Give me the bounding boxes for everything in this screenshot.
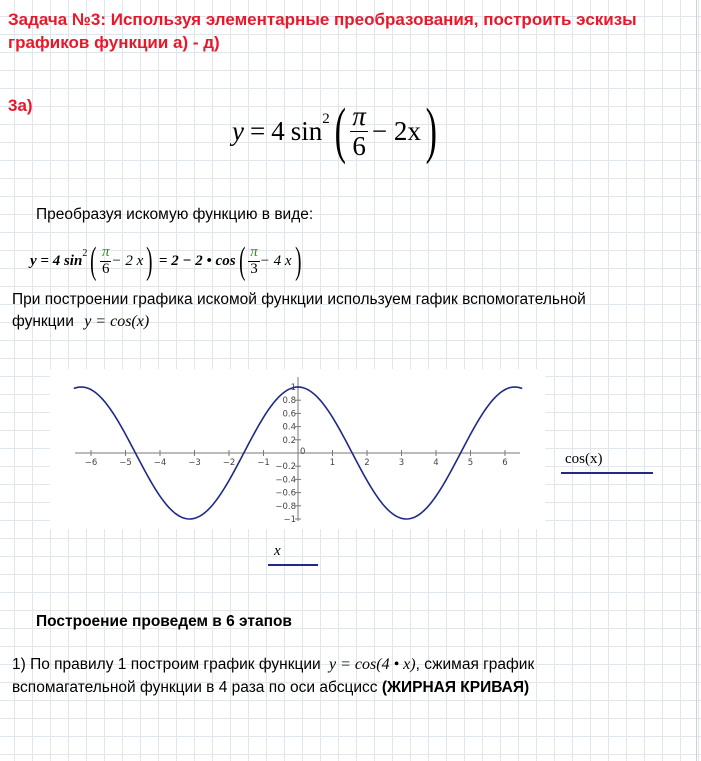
formula-y: y <box>232 115 244 146</box>
y-tick-label: 0.8 <box>282 396 296 407</box>
y-tick-label: −0.6 <box>275 488 296 499</box>
tf-power: 2 <box>82 247 88 259</box>
x-tick-label: 4 <box>433 458 439 468</box>
formula-eq: = <box>249 115 266 146</box>
aux-text-1: При построении графика искомой функции используем гафик вспомогательной <box>12 291 586 308</box>
y-legend-underline <box>561 472 653 474</box>
tf-den1: 6 <box>101 260 110 277</box>
main-formula <box>232 96 442 166</box>
transform-text: Преобразуя искомую функцию в виде: <box>36 206 314 223</box>
step1-formula: y = cos(4 • x) <box>329 656 416 673</box>
x-tick-label: −2 <box>222 458 236 468</box>
tf-rest2: − 4 x <box>259 252 292 269</box>
x-tick-label: 3 <box>398 458 405 468</box>
formula-rest: − 2x <box>371 115 421 146</box>
y-tick-label: 0.6 <box>282 409 296 420</box>
tf-num2: π <box>250 243 258 260</box>
fraction-denominator: 6 <box>352 130 366 161</box>
aux-text-2-line <box>12 311 149 332</box>
right-paren: ) <box>425 97 437 165</box>
y-tick-label: −0.2 <box>275 462 296 473</box>
x-tick-label: −4 <box>153 458 167 468</box>
tf-rest1: − 2 x <box>111 252 144 269</box>
y-tick-label: −0.8 <box>275 501 296 512</box>
tf-paren-r2: ) <box>294 240 302 282</box>
y-tick-label: 1 <box>290 383 296 393</box>
x-tick-label: −6 <box>84 458 98 468</box>
y-tick-label: 0.2 <box>282 435 296 446</box>
step1-line1 <box>12 654 534 675</box>
x-tick-label: −5 <box>119 458 132 468</box>
aux-text-2: функции <box>12 313 74 330</box>
x-tick-label: 1 <box>329 458 336 468</box>
tf-paren-l2: ( <box>238 240 246 282</box>
tf-den2: 3 <box>250 260 258 277</box>
y-tick-label: −0.4 <box>275 475 296 486</box>
tf-mid: = 2 − 2 • cos <box>158 252 236 269</box>
y-tick-label: 0.4 <box>282 422 296 433</box>
task-title: Задача №3: Используя элементарные преобразования, построить эскизы графиков функции а) - д) <box>8 10 637 52</box>
fraction-numerator: π <box>352 101 366 132</box>
stages-title: Построение проведем в 6 этапов <box>36 613 292 630</box>
section-label: 3а) <box>8 96 33 115</box>
step1-suffix: , сжимая график <box>415 656 535 673</box>
tf-paren-l1: ( <box>90 240 97 282</box>
formula-fn: sin <box>290 115 323 146</box>
tf-fraction-2 <box>248 245 260 278</box>
tf-paren-r1: ) <box>146 240 153 282</box>
x-legend-underline <box>268 564 318 566</box>
tf-lhs: y = 4 sin <box>30 252 83 269</box>
x-tick-label: 2 <box>364 458 370 468</box>
aux-formula: y = cos(x) <box>84 313 150 330</box>
step1-line2 <box>12 677 529 698</box>
formula-coef: 4 <box>271 115 285 146</box>
step1-line2-text: вспомагательной функции в 4 раза по оси абсцисс <box>12 679 378 696</box>
step1-bold: (ЖИРНАЯ КРИВАЯ) <box>381 679 530 696</box>
cos-chart <box>50 369 545 529</box>
x-axis-legend: x <box>274 543 281 559</box>
y-axis-legend: cos(x) <box>565 451 603 467</box>
transform-formula <box>30 236 304 286</box>
origin-label: 0 <box>300 447 306 457</box>
left-paren: ( <box>334 97 346 165</box>
x-tick-label: 5 <box>467 458 474 468</box>
tf-fraction-1 <box>100 245 112 278</box>
x-tick-label: −3 <box>188 458 201 468</box>
x-tick-label: −1 <box>257 458 270 468</box>
formula-fraction <box>350 102 368 160</box>
y-tick-label: −1 <box>283 515 296 525</box>
tf-num1: π <box>101 243 110 260</box>
formula-power: 2 <box>322 110 330 127</box>
x-tick-label: 6 <box>502 458 508 468</box>
cos-chart-area <box>50 369 545 529</box>
step1-prefix: 1) По правилу 1 построим график функции <box>12 656 321 673</box>
